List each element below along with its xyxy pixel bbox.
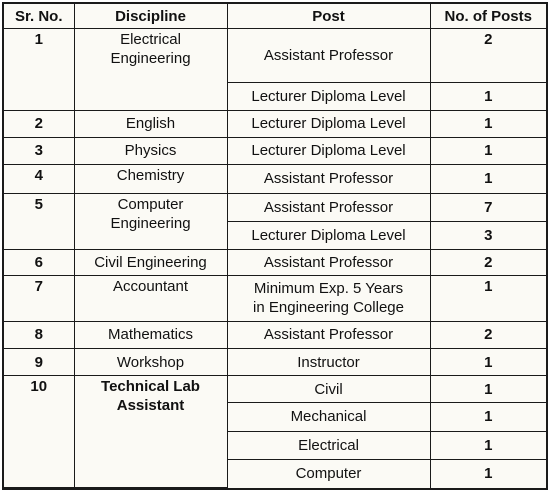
post-cell: Lecturer Diploma Level	[227, 110, 430, 137]
post-line: Minimum Exp. 5 Years	[253, 280, 404, 298]
count-cell: 1	[430, 403, 546, 431]
count-cell: 1	[430, 110, 546, 137]
post-cell: Assistant Professor	[227, 164, 430, 193]
table-header-row	[4, 4, 546, 29]
post-cell: Mechanical	[227, 403, 430, 431]
discipline-cell: Civil Engineering	[74, 250, 227, 275]
table-row	[4, 349, 546, 376]
count-cell: 1	[430, 376, 546, 403]
post-cell: Instructor	[227, 349, 430, 376]
post-line: in Engineering College	[253, 299, 404, 317]
header-sr-no: Sr. No.	[4, 4, 74, 29]
post-cell: Electrical	[227, 431, 430, 459]
table-row	[4, 110, 546, 137]
post-cell: Lecturer Diploma Level	[227, 222, 430, 250]
table-row	[4, 29, 546, 83]
sr-no-cell: 7	[4, 275, 74, 321]
discipline-cell: Mathematics	[74, 321, 227, 348]
post-cell	[227, 275, 430, 321]
header-no-of-posts: No. of Posts	[430, 4, 546, 29]
post-cell: Lecturer Diploma Level	[227, 83, 430, 110]
sr-no-cell: 8	[4, 321, 74, 348]
sr-no-cell: 3	[4, 137, 74, 164]
count-cell: 1	[430, 431, 546, 459]
sr-no-cell: 4	[4, 164, 74, 193]
count-cell: 1	[430, 164, 546, 193]
table-row	[4, 194, 546, 222]
discipline-line: Engineering	[110, 50, 191, 67]
header-post: Post	[227, 4, 430, 29]
discipline-cell: Chemistry	[74, 164, 227, 193]
count-cell: 2	[430, 29, 546, 83]
sr-no-cell: 5	[4, 194, 74, 250]
discipline-cell: Physics	[74, 137, 227, 164]
sr-no-cell: 9	[4, 349, 74, 376]
discipline-cell: English	[74, 110, 227, 137]
discipline-cell	[74, 376, 227, 488]
post-cell: Lecturer Diploma Level	[227, 137, 430, 164]
discipline-line: Technical Lab	[101, 378, 200, 396]
count-cell: 7	[430, 194, 546, 222]
count-cell: 1	[430, 349, 546, 376]
post-cell: Civil	[227, 376, 430, 403]
sr-no-cell: 1	[4, 29, 74, 111]
sr-no-cell: 6	[4, 250, 74, 275]
posts-table	[4, 4, 546, 488]
count-cell: 1	[430, 275, 546, 321]
table-row	[4, 164, 546, 193]
count-cell: 2	[430, 321, 546, 348]
table-row	[4, 321, 546, 348]
header-discipline: Discipline	[74, 4, 227, 29]
sr-no-cell: 10	[4, 376, 74, 488]
table-row	[4, 275, 546, 321]
discipline-cell	[74, 194, 227, 250]
count-cell: 1	[430, 459, 546, 487]
post-cell: Assistant Professor	[227, 321, 430, 348]
post-cell: Assistant Professor	[227, 29, 430, 83]
count-cell: 2	[430, 250, 546, 275]
table-row	[4, 250, 546, 275]
discipline-line: Engineering	[110, 215, 191, 233]
post-cell: Assistant Professor	[227, 194, 430, 222]
discipline-line: Electrical	[120, 31, 181, 48]
table-row	[4, 376, 546, 403]
count-cell: 1	[430, 83, 546, 110]
table-row	[4, 137, 546, 164]
discipline-line: Assistant	[116, 397, 185, 415]
discipline-cell: Accountant	[74, 275, 227, 321]
count-cell: 1	[430, 137, 546, 164]
sr-no-cell: 2	[4, 110, 74, 137]
count-cell: 3	[430, 222, 546, 250]
discipline-line: Computer	[117, 196, 184, 214]
posts-table-container	[2, 2, 548, 490]
discipline-cell	[74, 29, 227, 111]
discipline-cell: Workshop	[74, 349, 227, 376]
post-cell: Assistant Professor	[227, 250, 430, 275]
post-cell: Computer	[227, 459, 430, 487]
